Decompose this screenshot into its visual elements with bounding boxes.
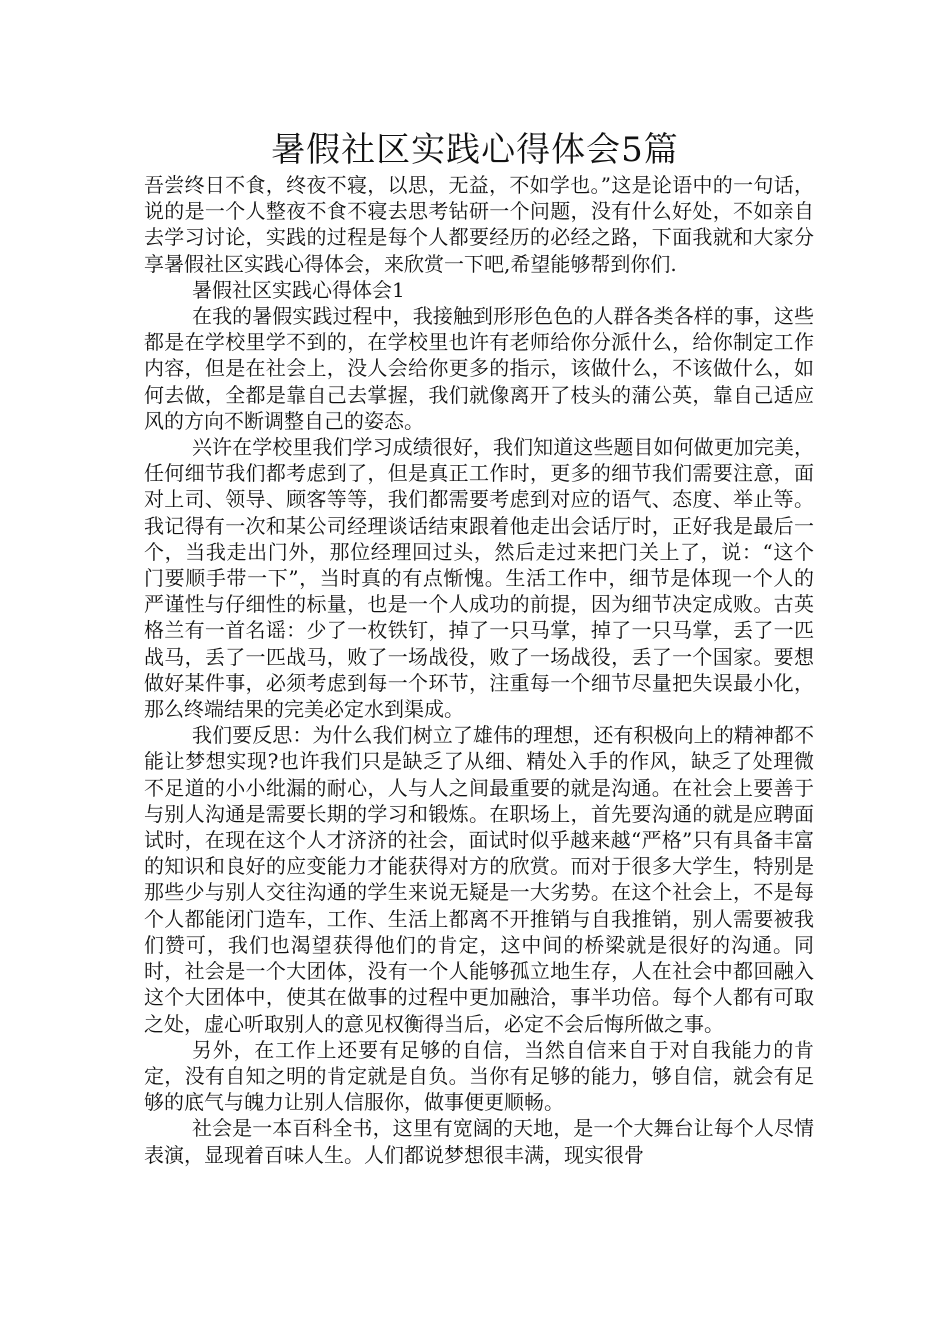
section-heading: 暑假社区实践心得体会1 — [192, 277, 405, 302]
body-paragraph: 我们要反思：为什么我们树立了雄伟的理想，还有积极向上的精神都不能让梦想实现?也许我们只是缺乏了从细、精处入手的作风，缺乏了处理微不足道的小小纰漏的耐心，人与人之间最重要的就是沟通。在社会上要善于与别人沟通是需要长期的学习和锻炼。在职场上，首先要沟通的就是应聘面试时，在现在这个人才济济的社会，面试时似乎越来越“严格”只有具备丰富的知识和良好的应变能力才能获得对方的欣赏。而对于很多大学生，特别是那些少与别人交往沟通的学生来说无疑是一大劣势。在这个社会上，不是每个人都能闭门造车，工作、生活上都离不开推销与自我推销，别人需要被我们赞可，我们也渴望获得他们的肯定，这中间的桥梁就是很好的沟通。同时，社会是一个大团体，没有一个人能够孤立地生存，人在社会中都回融入这个大团体中，使其在做事的过程中更加融洽，事半功倍。每个人都有可取之处，虚心听取别人的意见权衡得当后，必定不会后悔所做之事。 — [144, 723, 814, 1036]
document-body — [144, 172, 814, 1168]
body-paragraph: 社会是一本百科全书，这里有宽阔的天地，是一个大舞台让每个人尽情表演，显现着百味人生。人们都说梦想很丰满，现实很骨 — [144, 1116, 814, 1167]
intro-paragraph: 吾尝终日不食，终夜不寝，以思，无益，不如学也。”这是论语中的一句话，说的是一个人整夜不食不寝去思考钻研一个问题，没有什么好处，不如亲自去学习讨论，实践的过程是每个人都要经历的必经之路，下面我就和大家分享暑假社区实践心得体会，来欣赏一下吧,希望能够帮到你们. — [144, 173, 814, 276]
body-paragraph: 另外，在工作上还要有足够的自信，当然自信来自于对自我能力的肯定，没有自知之明的肯定就是自负。当你有足够的能力，够自信，就会有足够的底气与魄力让别人信服你，做事便更顺畅。 — [144, 1037, 814, 1115]
body-paragraph: 兴许在学校里我们学习成绩很好，我们知道这些题目如何做更加完美，任何细节我们都考虑到了，但是真正工作时，更多的细节我们需要注意，面对上司、领导、顾客等等，我们都需要考虑到对应的语气、态度、举止等。我记得有一次和某公司经理谈话结束跟着他走出会话厅时，正好我是最后一个，当我走出门外，那位经理回过头，然后走过来把门关上了，说：“这个门要顺手带一下”，当时真的有点惭愧。生活工作中，细节是体现一个人的严谨性与仔细性的标量，也是一个人成功的前提，因为细节决定成败。古英格兰有一首名谣：少了一枚铁钉，掉了一只马掌，掉了一只马掌，丢了一匹战马，丢了一匹战马，败了一场战役，败了一场战役，丢了一个国家。要想做好某件事，必须考虑到每一个环节，注重每一个细节尽量把失误最小化，那么终端结果的完美必定水到渠成。 — [144, 435, 814, 722]
page-title: 暑假社区实践心得体会5篇 — [271, 130, 679, 170]
body-paragraph: 在我的暑假实践过程中，我接触到形形色色的人群各类各样的事，这些都是在学校里学不到的，在学校里也许有老师给你分派什么，给你制定工作内容，但是在社会上，没人会给你更多的指示，该做什么，不该做什么，如何去做，全都是靠自己去掌握，我们就像离开了枝头的蒲公英，靠自己适应风的方向不断调整自己的姿态。 — [144, 304, 814, 433]
